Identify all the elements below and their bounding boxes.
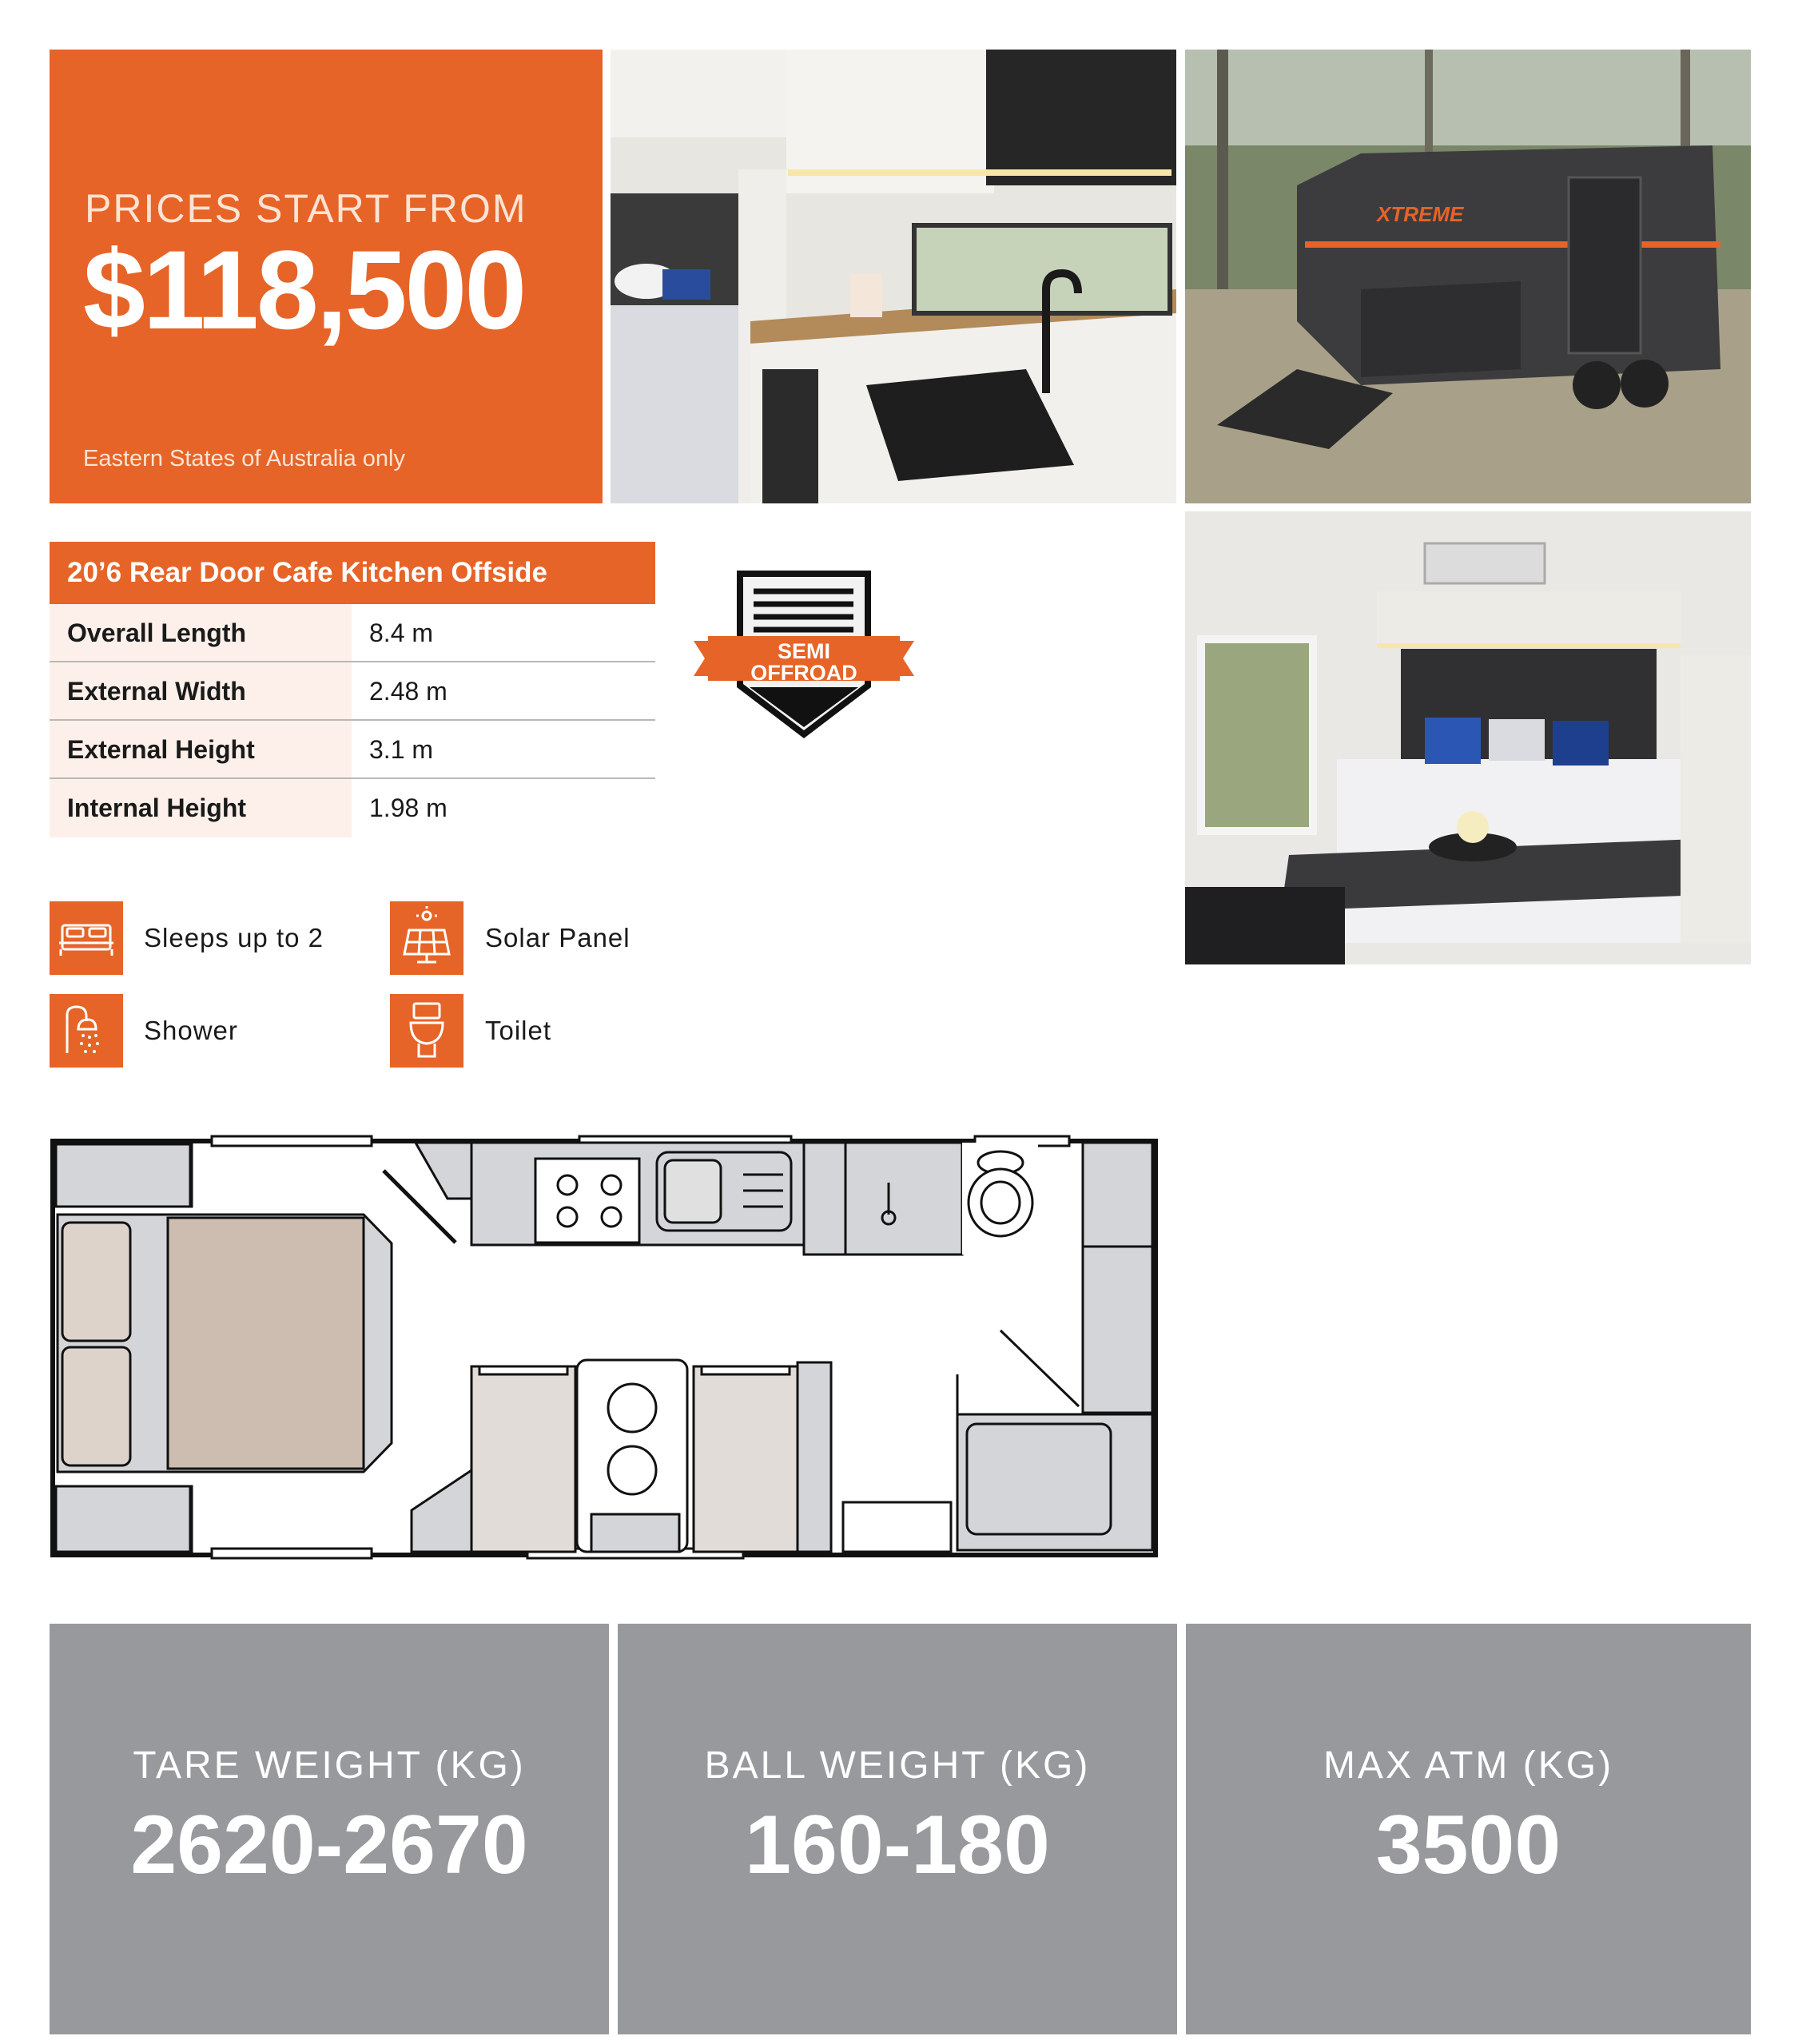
weight-label: MAX ATM (KG) <box>1323 1744 1614 1787</box>
price-prefix: PRICES START FROM <box>85 186 527 231</box>
spec-label: External Width <box>50 662 352 719</box>
price-note: Eastern States of Australia only <box>83 446 405 471</box>
solar-panel-icon <box>390 901 463 975</box>
spec-row-external-width <box>50 662 655 721</box>
max-atm-panel <box>1186 1624 1751 2034</box>
price-amount: $118,500 <box>83 227 525 352</box>
exterior-photo <box>1185 50 1751 503</box>
badge-line-2: OFFROAD <box>750 661 857 685</box>
feature-label-sleeps: Sleeps up to 2 <box>144 923 324 952</box>
spec-table-title: 20’6 Rear Door Cafe Kitchen Offside <box>50 542 655 604</box>
bedroom-photo <box>1185 511 1751 964</box>
spec-label: Internal Height <box>50 779 352 837</box>
ball-weight-panel <box>618 1624 1177 2034</box>
spec-value: 1.98 m <box>369 793 448 822</box>
feature-label-solar: Solar Panel <box>485 923 630 952</box>
tare-weight-panel <box>50 1624 609 2034</box>
spec-label: External Height <box>50 721 352 777</box>
weight-value: 160-180 <box>745 1799 1050 1891</box>
badge-line-1: SEMI <box>777 639 830 663</box>
feature-label-shower: Shower <box>144 1016 238 1045</box>
weight-label: BALL WEIGHT (KG) <box>704 1744 1091 1787</box>
weight-label: TARE WEIGHT (KG) <box>133 1744 526 1787</box>
spec-value: 3.1 m <box>369 735 434 764</box>
bed-icon <box>50 901 123 975</box>
toilet-icon <box>390 994 463 1068</box>
spec-row-external-height <box>50 721 655 779</box>
feature-label-toilet: Toilet <box>485 1016 552 1045</box>
semi-offroad-badge <box>694 567 914 742</box>
weight-value: 2620-2670 <box>130 1799 528 1891</box>
spec-value: 8.4 m <box>369 618 434 647</box>
price-panel <box>50 50 603 503</box>
weight-value: 3500 <box>1375 1799 1561 1891</box>
svg-text:XTREME: XTREME <box>1377 202 1464 226</box>
spec-row-overall-length <box>50 604 655 662</box>
spec-value: 2.48 m <box>369 677 448 706</box>
spec-row-internal-height <box>50 779 655 837</box>
shower-icon <box>50 994 123 1068</box>
spec-label: Overall Length <box>50 604 352 661</box>
badge-text <box>694 641 914 684</box>
floor-plan <box>48 1135 1160 1560</box>
kitchen-photo <box>611 50 1176 503</box>
